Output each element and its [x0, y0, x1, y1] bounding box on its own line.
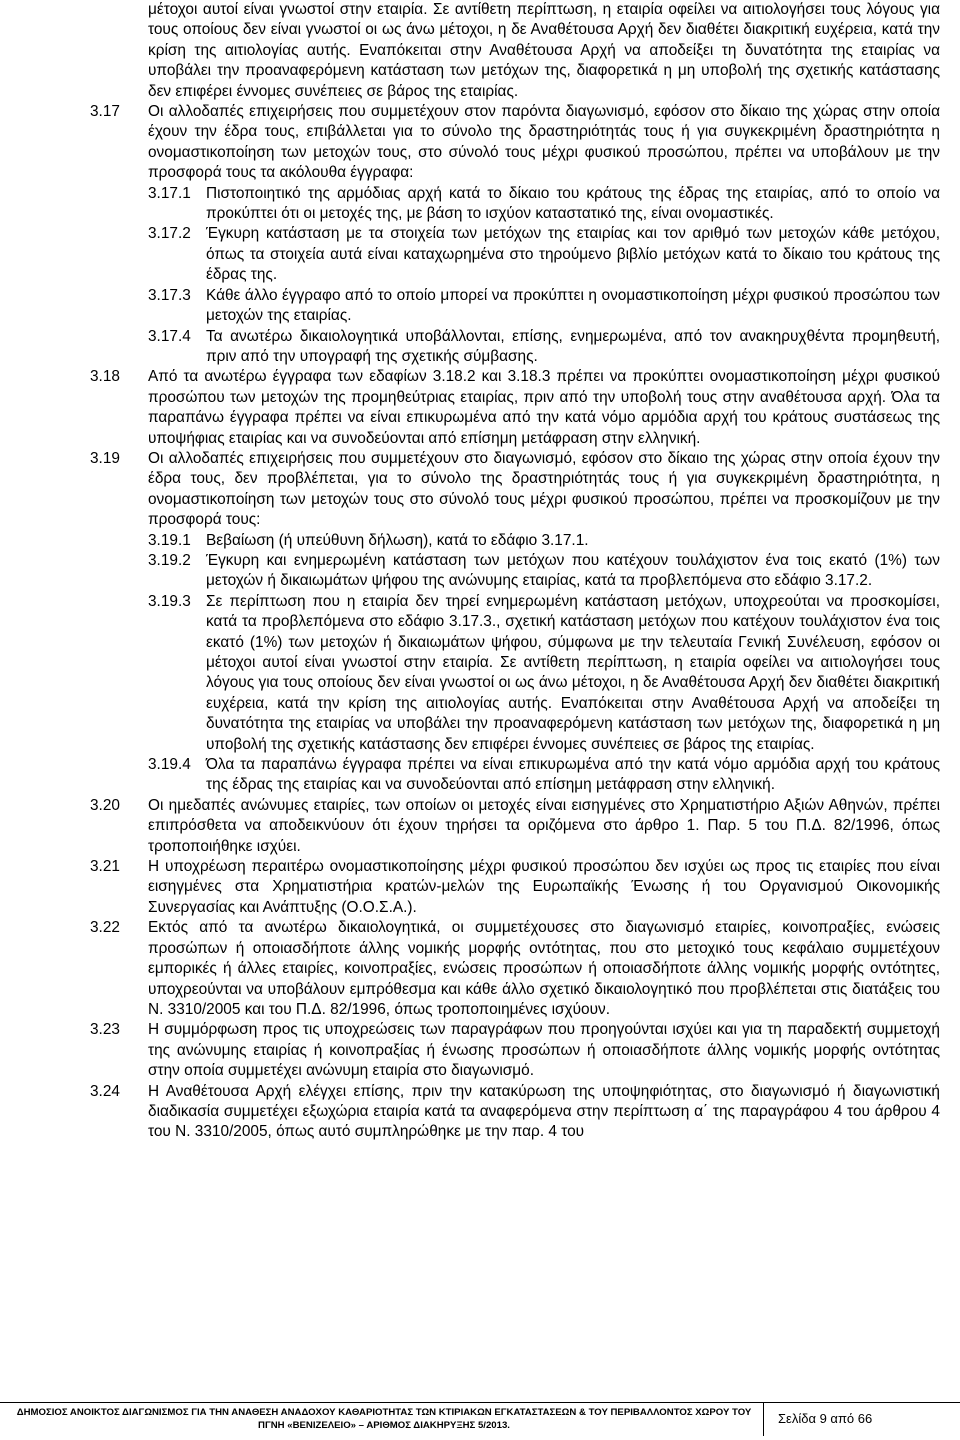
- section-number: 3.24: [90, 1082, 120, 1100]
- list-item: [148, 551, 940, 592]
- item-number: 3.17.2: [148, 225, 191, 243]
- section-3-20: [90, 796, 940, 857]
- section-3-23: [90, 1020, 940, 1081]
- item-text: Τα ανωτέρω δικαιολογητικά υποβάλλονται, επίσης, ενημερωμένα, από τον ανακηρυχθέντα προμηθευτή, πριν από την υπογραφή της σχετικής σύμβασης.: [206, 327, 940, 365]
- section-text: Από τα ανωτέρω έγγραφα των εδαφίων 3.18.2 και 3.18.3 πρέπει να προκύπτει ονομαστικοποίηση μέχρι φυσικού προσώπου των μετοχών της προμηθεύτριας εταιρίας, πριν από την υποβολή τους στην αναθέτουσα αρχή. Όλα τα παραπάνω έγγραφα πρέπει να είναι επικυρωμένα από την κατά νόμο αρμόδια αρχή του κράτους συστάσεως της υποψήφιας εταιρίας και να συνοδεύονται από επίσημη μετάφραση στην ελληνική.: [148, 368, 940, 447]
- footer-title-line-1: ΔΗΜΟΣΙΟΣ ΑΝΟΙΚΤΟΣ ΔΙΑΓΩΝΙΣΜΟΣ ΓΙΑ ΤΗΝ ΑΝΑΘΕΣΗ ΑΝΑΔΟΧΟΥ ΚΑΘΑΡΙΟΤΗΤΑΣ ΤΩΝ ΚΤΙΡΙΑΚΩΝ ΕΓΚΑΤΑΣΤΑΣΕΩΝ & ΤΟΥ ΠΕΡΙΒΑΛΛΟΝΤΟΣ ΧΩΡΟΥ ΤΟΥ: [16, 1407, 752, 1418]
- item-text: Έγκυρη κατάσταση με τα στοιχεία των μετόχων της εταιρίας και τον αριθμό των μετοχών κάθε μετόχου, όπως τα στοιχεία αυτά είναι καταχωρημένα στο τηρούμενο βιβλίο μετόχων κατά το δίκαιο του κράτους της έδρας της.: [206, 225, 940, 284]
- section-3-21: [90, 857, 940, 918]
- section-3-22: [90, 918, 940, 1020]
- item-text: Κάθε άλλο έγγραφο από το οποίο μπορεί να προκύπτει η ονομαστικοποίηση μέχρι φυσικού προσώπου των μετοχών της εταιρίας.: [206, 286, 940, 325]
- section-number: 3.20: [90, 796, 120, 814]
- section-3-17: [90, 102, 940, 184]
- page-footer: [0, 1402, 960, 1436]
- item-number: 3.19.1: [148, 531, 191, 549]
- list-item: [148, 755, 940, 796]
- item-text: Σε περίπτωση που η εταιρία δεν τηρεί ενημερωμένη κατάσταση μετόχων, υποχρεούται να προσκομίσει, κατά τα προβλεπόμενα στο εδάφιο 3.17.3., σχετική κατάσταση μετόχων που κατέχουν τουλάχιστον ένα τοις εκατό (1%) των μετοχών ή δικαιωμάτων ψήφου, σύμφωνα με την τελευταία Γενική Συνέλευση, εφόσον οι μέτοχοι αυτοί είναι γνωστοί στην εταιρία. Σε αντίθετη περίπτωση, η εταιρία οφείλει να αιτιολογήσει τους λόγους για τους οποίους δεν είναι γνωστοί οι ως άνω μέτοχοι, η δε Αναθέτουσα Αρχή δεν διαθέτει διακριτική ευχέρεια, κατά την κρίση της αιτιολογίας αυτής. Εναπόκειται στην Αναθέτουσα Αρχή να αποδείξει τη δυνατότητα της εταιρίας να υποβάλει την προαναφερόμενη κατάσταση των μετόχων της, διαφορετικά η μη υποβολή της σχετικής κατάστασης δεν επιφέρει έννομες συνέπειες σε βάρος της εταιρίας.: [206, 592, 940, 753]
- document-body: [90, 0, 940, 1143]
- list-item: [148, 224, 940, 285]
- item-number: 3.17.3: [148, 286, 191, 304]
- section-text: Οι αλλοδαπές επιχειρήσεις που συμμετέχουν στο διαγωνισμό, εφόσον στο δίκαιο της χώρας στην οποία έχουν την έδρα τους, δεν προβλέπεται, για το σύνολο της δραστηριότητάς τους ή για συγκεκριμένη δραστηριότητα, η ονομαστικοποίηση των μετοχών τους στο σύνολό τους μέχρι φυσικού προσώπου, πρέπει να προσκομίζουν με την προσφορά τους:: [148, 449, 940, 529]
- section-text: Οι ημεδαπές ανώνυμες εταιρίες, των οποίων οι μετοχές είναι εισηγμένες στο Χρηματιστήριο Αξιών Αθηνών, πρέπει επιπρόσθετα να αποδεικνύουν ότι έχουν τηρήσει τα οριζόμενα στο άρθρο 1. Παρ. 5 του Π.Δ. 82/1996, όπως τροποποιήθηκε ισχύει.: [148, 796, 940, 855]
- item-text: Όλα τα παραπάνω έγγραφα πρέπει να είναι επικυρωμένα από την κατά νόμο αρμόδια αρχή του κράτους της έδρας της εταιρίας και να συνοδεύονται από επίσημη μετάφραση στην ελληνική.: [206, 756, 940, 794]
- item-text: Βεβαίωση (ή υπεύθυνη δήλωση), κατά το εδάφιο 3.17.1.: [206, 531, 589, 549]
- section-text: Εκτός από τα ανωτέρω δικαιολογητικά, οι συμμετέχουσες στο διαγωνισμό εταιρίες, κοινοπραξίες, ενώσεις προσώπων ή οποιασδήποτε άλλης νομικής μορφής οντότητας, που στο μετοχικό τους κεφάλαιο συμμετέχουν εμπορικές ή άλλες εταιρίες, κοινοπραξίες, ενώσεις προσώπων ή οποιασδήποτε άλλης νομικής μορφής οντότητες, υποχρεούνται να υποβάλουν εμπρόθεσμα και κάθε άλλο σχετικό δικαιολογητικό που προβλέπεται στις διατάξεις του Ν. 3310/2005 και του Π.Δ. 82/1996, όπως τροποποιημένες ισχύουν.: [148, 919, 940, 1018]
- item-number: 3.19.3: [148, 592, 191, 610]
- list-item: [148, 327, 940, 368]
- section-3-24: [90, 1082, 940, 1143]
- section-number: 3.17: [90, 103, 120, 121]
- item-number: 3.17.1: [148, 184, 191, 202]
- section-text: Οι αλλοδαπές επιχειρήσεις που συμμετέχουν στον παρόντα διαγωνισμό, εφόσον στο δίκαιο της χώρας στην οποία έχουν την έδρα τους, επιβάλλεται για το σύνολο της δραστηριότητάς τους ή για συγκεκριμένη δραστηριότητα η ονομαστικοποίηση των μετοχών τους, στο σύνολό τους μέχρι φυσικού προσώπου, πρέπει να υποβάλουν με την προσφορά τους τα ακόλουθα έγγραφα:: [148, 103, 940, 182]
- section-number: 3.22: [90, 919, 120, 937]
- item-number: 3.19.4: [148, 756, 191, 774]
- section-number: 3.23: [90, 1021, 120, 1039]
- footer-title-line-2: ΠΓΝΗ «ΒΕΝΙΖΕΛΕΙΟ» – ΑΡΙΘΜΟΣ ΔΙΑΚΗΡΥΞΗΣ 5/2013.: [258, 1419, 510, 1431]
- list-item: [148, 592, 940, 755]
- section-3-19: [90, 449, 940, 531]
- footer-divider-line: [0, 1402, 960, 1403]
- section-text: Η υποχρέωση περαιτέρω ονομαστικοποίησης μέχρι φυσικού προσώπου δεν ισχύει ως προς τις εταιρίες που είναι εισηγμένες στα Χρηματιστήρια κρατών-μελών της Ευρωπαϊκής Ένωσης ή του Οργανισμού Οικονομικής Συνεργασίας και Ανάπτυξης (Ο.Ο.Σ.Α.).: [148, 858, 940, 916]
- section-3-18: [90, 367, 940, 449]
- list-item: [148, 184, 940, 225]
- item-text: Πιστοποιητικό της αρμόδιας αρχή κατά το δίκαιο του κράτους της έδρας της εταιρίας, από το οποίο να προκύπτει ότι οι μετοχές της, με βάση το ισχύον καταστατικό της, είναι ονομαστικές.: [206, 184, 940, 223]
- section-text: Η Αναθέτουσα Αρχή ελέγχει επίσης, πριν την κατακύρωση της υποψηφιότητας, στο διαγωνισμό ή διαγωνιστική διαδικασία συμμετέχει εξωχώρια εταιρία κατά τα αναφερόμενα στην περίπτωση α΄ της παραγράφου 4 του άρθρου 4 του Ν. 3310/2005, όπως αυτό συμπληρώθηκε με την παρ. 4 του: [148, 1082, 940, 1141]
- continuation-paragraph: μέτοχοι αυτοί είναι γνωστοί στην εταιρία. Σε αντίθετη περίπτωση, η εταιρία οφείλει να αιτιολογήσει τους λόγους για τους οποίους δεν είναι γνωστοί οι ως άνω μέτοχοι, η δε Αναθέτουσα Αρχή δεν διαθέτει διακριτική ευχέρεια, κατά την κρίση της αιτιολογίας αυτής. Εναπόκειται στην Αναθέτουσα Αρχή να αποδείξει τη δυνατότητα της εταιρίας να υποβάλει την προαναφερόμενη κατάσταση των μετόχων της, διαφορετικά η μη υποβολή της σχετικής κατάστασης δεν επιφέρει έννομες συνέπειες σε βάρος της εταιρίας.: [148, 1, 940, 100]
- item-number: 3.17.4: [148, 327, 191, 345]
- section-number: 3.19: [90, 449, 120, 467]
- item-text: Έγκυρη και ενημερωμένη κατάσταση των μετόχων που κατέχουν τουλάχιστον ένα τοις εκατό (1%) των μετοχών ή δικαιωμάτων ψήφου της ανώνυμης εταιρίας, κατά τα προβλεπόμενα στο εδάφιο 3.17.2.: [206, 551, 940, 590]
- list-item: [148, 531, 940, 551]
- section-text: Η συμμόρφωση προς τις υποχρεώσεις των παραγράφων που προηγούνται ισχύει και για τη παραδεκτή συμμετοχή της ανώνυμης εταιρίας ή κοινοπραξίας ή ένωσης προσώπων ή οποιασδήποτε άλλης νομικής μορφής οντότητας στην οποία συμμετέχει ανώνυμη εταιρία στο διαγωνισμό.: [148, 1021, 940, 1080]
- page-number: Σελίδα 9 από 66: [778, 1411, 873, 1426]
- footer-tender-title: [16, 1407, 752, 1432]
- section-number: 3.21: [90, 858, 120, 876]
- item-number: 3.19.2: [148, 551, 191, 569]
- list-item: [148, 286, 940, 327]
- section-3-19-items: [90, 531, 940, 796]
- section-number: 3.18: [90, 368, 120, 386]
- section-3-17-items: [90, 184, 940, 368]
- footer-vertical-divider: [763, 1402, 764, 1436]
